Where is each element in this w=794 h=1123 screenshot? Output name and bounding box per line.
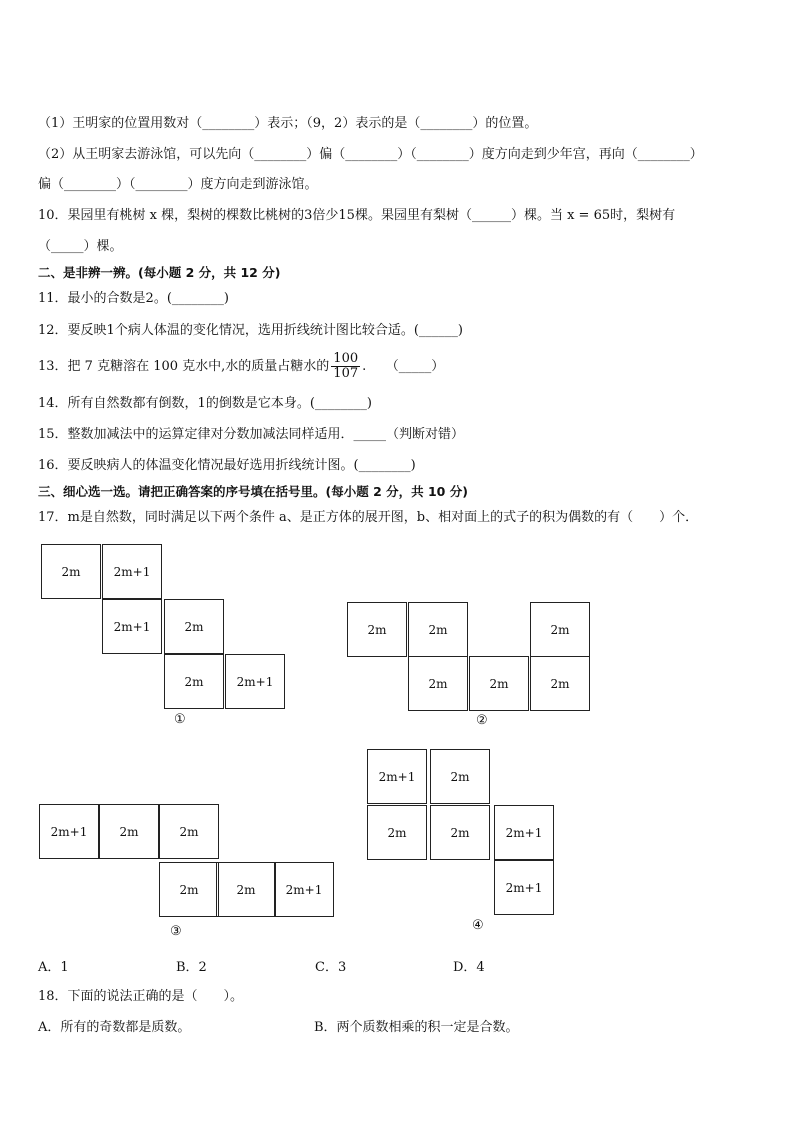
question-9-part2-cont: 偏（________）（________）度方向走到游泳馆。 [38, 177, 318, 192]
question-13 [38, 348, 444, 386]
net-face: 2m [347, 602, 407, 657]
net-face: 2m [530, 602, 590, 657]
net-face: 2m+1 [274, 862, 334, 917]
net-face: 2m [164, 654, 224, 709]
net-face: 2m [408, 602, 468, 657]
question-10-cont: （_____）棵。 [38, 239, 123, 254]
net-face: 2m [367, 805, 427, 860]
question-16: 16．要反映病人的体温变化情况最好选用折线统计图。(________) [38, 458, 416, 473]
question-11: 11．最小的合数是2。(________) [38, 291, 229, 306]
question-17: 17．m是自然数，同时满足以下两个条件 a、是正方体的展开图，b、相对面上的式子的积为偶数的有（ ）个． [38, 510, 699, 525]
question-18-option-a: A．所有的奇数都是质数。 [38, 1020, 191, 1035]
net-face: 2m+1 [102, 599, 162, 654]
net-face: 2m+1 [367, 749, 427, 804]
section-3-heading: 三、细心选一选。请把正确答案的序号填在括号里。(每小题 2 分，共 10 分) [38, 484, 468, 499]
net-face: 2m [41, 544, 101, 599]
net-label: ① [174, 712, 186, 727]
net-face: 2m [530, 656, 590, 711]
question-15: 15．整数加减法中的运算定律对分数加减法同样适用．_____（判断对错） [38, 427, 465, 442]
question-13-text: 13．把 7 克糖溶在 100 克水中,水的质量占糖水的 [38, 359, 330, 374]
question-13-blank: . （_____） [362, 359, 445, 374]
option-b: B．2 [176, 960, 207, 975]
net-face: 2m [216, 862, 276, 917]
fraction-numerator: 100 [333, 351, 359, 366]
net-face: 2m+1 [225, 654, 285, 709]
fraction-denominator: 107 [333, 366, 359, 381]
net-face: 2m [408, 656, 468, 711]
net-label: ② [476, 713, 488, 728]
question-18-option-b: B．两个质数相乘的积一定是合数。 [314, 1020, 519, 1035]
question-12: 12．要反映1个病人体温的变化情况，选用折线统计图比较合适。(______) [38, 323, 463, 338]
option-c: C．3 [315, 960, 347, 975]
net-label: ③ [170, 924, 182, 939]
net-face: 2m+1 [494, 860, 554, 915]
net-face: 2m [469, 656, 529, 711]
option-d: D．4 [453, 960, 485, 975]
net-face: 2m [99, 804, 159, 859]
net-face: 2m [430, 805, 490, 860]
option-a: A．1 [38, 960, 69, 975]
net-face: 2m [164, 599, 224, 654]
net-face: 2m [159, 804, 219, 859]
net-label: ④ [472, 918, 484, 933]
net-face: 2m+1 [39, 804, 99, 859]
question-18: 18．下面的说法正确的是（ ）。 [38, 989, 244, 1004]
fraction [331, 352, 360, 381]
section-2-heading: 二、是非辨一辨。(每小题 2 分，共 12 分) [38, 265, 281, 280]
net-face: 2m+1 [494, 805, 554, 860]
net-face: 2m [430, 749, 490, 804]
net-face: 2m+1 [102, 544, 162, 599]
question-10: 10．果园里有桃树 x 棵，梨树的棵数比桃树的3倍少15棵。果园里有梨树（______）棵。当 x = 65时，梨树有 [38, 208, 676, 223]
question-14: 14．所有自然数都有倒数，1的倒数是它本身。(________) [38, 396, 372, 411]
question-9-part1: （1）王明家的位置用数对（________）表示；（9，2）表示的是（________）的位置。 [38, 116, 538, 131]
net-face: 2m [159, 862, 219, 917]
question-9-part2: （2）从王明家去游泳馆，可以先向（________）偏（________）（________）度方向走到少年宫，再向（________） [38, 147, 703, 162]
